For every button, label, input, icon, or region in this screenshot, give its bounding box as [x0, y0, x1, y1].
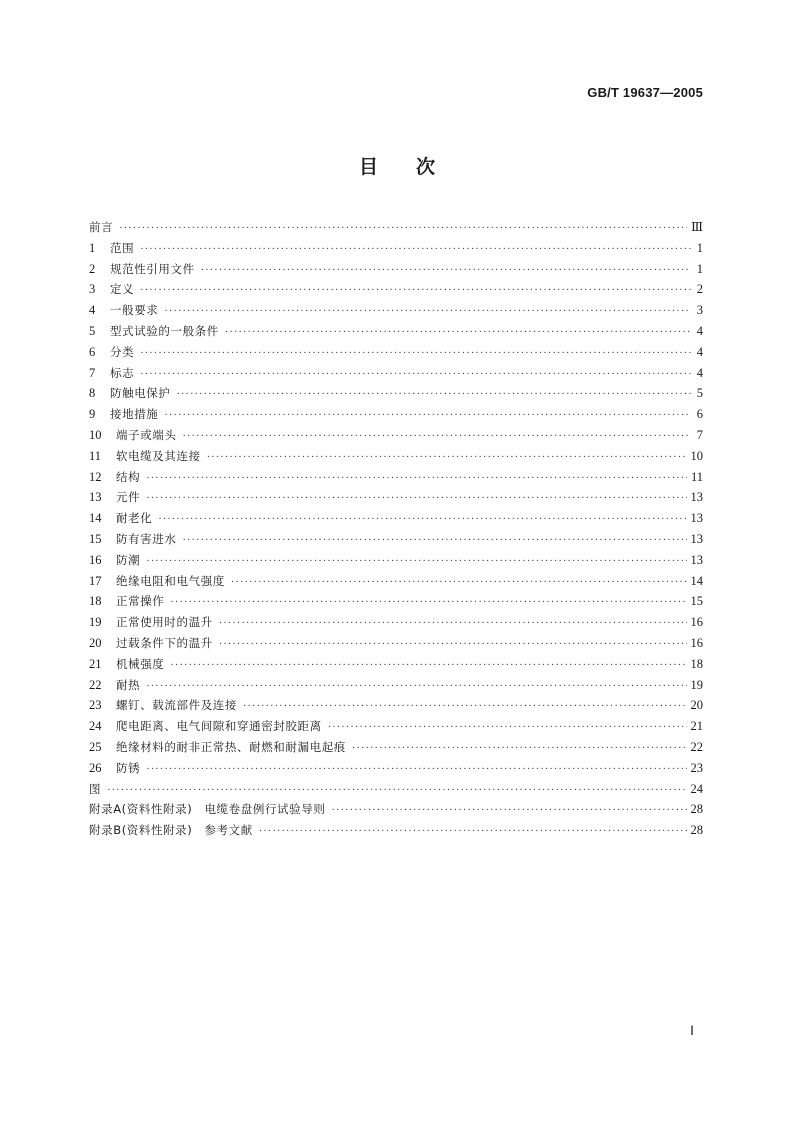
toc-entry-page: 13: [690, 531, 703, 546]
toc-entry-number: 18: [89, 594, 102, 609]
dot-leader: [207, 448, 687, 469]
toc-entry-number: 5: [89, 323, 96, 338]
toc-entry-page: 10: [690, 448, 703, 463]
dot-leader: [170, 593, 686, 614]
toc-entry-number: 9: [89, 407, 96, 422]
toc-entry-number: 25: [89, 739, 102, 754]
dot-leader: [140, 365, 691, 386]
table-of-contents: [89, 217, 703, 841]
toc-entry-title: 前言: [89, 220, 114, 234]
toc-entry[interactable]: [89, 342, 703, 363]
toc-entry[interactable]: [89, 217, 703, 238]
toc-entry-page: 11: [690, 469, 703, 484]
toc-entry-number: 1: [89, 240, 96, 255]
toc-entry-title: 规范性引用文件: [110, 261, 195, 276]
toc-entry-title: 标志: [110, 365, 135, 380]
toc-entry[interactable]: [89, 737, 703, 758]
toc-entry[interactable]: [89, 591, 703, 612]
toc-entry-page: 15: [690, 594, 703, 609]
dot-leader: [107, 781, 686, 802]
toc-entry[interactable]: [89, 467, 703, 488]
toc-entry-number: 11: [89, 448, 102, 463]
toc-entry-page: 21: [690, 719, 703, 734]
dot-leader: [201, 261, 691, 282]
toc-entry[interactable]: [89, 404, 703, 425]
toc-entry-page: 20: [690, 698, 703, 713]
toc-entry-number: 8: [89, 386, 96, 401]
toc-entry-page: 18: [690, 656, 703, 671]
toc-entry-title: 机械强度: [116, 656, 165, 671]
toc-entry-title: 爬电距离、电气间隙和穿通密封胶距离: [116, 719, 322, 734]
page-title: 目次: [358, 156, 473, 178]
dot-leader: [219, 614, 687, 635]
toc-entry-title: 螺钉、载流部件及连接: [116, 698, 237, 713]
toc-entry[interactable]: [89, 529, 703, 550]
toc-entry-number: 16: [89, 552, 102, 567]
toc-entry-title: 附录B(资料性附录) 参考文献: [89, 823, 253, 838]
toc-entry[interactable]: [89, 716, 703, 737]
page-number: Ⅰ: [690, 1023, 694, 1038]
toc-entry-title: 防触电保护: [110, 386, 171, 401]
toc-entry-title: 软电缆及其连接: [116, 448, 201, 463]
toc-entry-page: 5: [696, 386, 703, 401]
toc-entry-title: 耐热: [116, 677, 141, 692]
toc-entry[interactable]: [89, 758, 703, 779]
toc-entry[interactable]: [89, 799, 703, 820]
toc-entry-title: 元件: [116, 490, 141, 505]
dot-leader: [146, 760, 686, 781]
toc-entry-page: 3: [696, 303, 703, 318]
dot-leader: [146, 677, 686, 698]
toc-entry[interactable]: [89, 675, 703, 696]
toc-entry[interactable]: [89, 633, 703, 654]
toc-entry[interactable]: [89, 300, 703, 321]
dot-leader: [331, 801, 686, 822]
dot-leader: [352, 739, 687, 760]
dot-leader: [183, 427, 692, 448]
toc-entry-title: 防潮: [116, 552, 141, 567]
toc-entry[interactable]: [89, 259, 703, 280]
toc-entry[interactable]: [89, 779, 703, 800]
toc-entry-number: 21: [89, 656, 102, 671]
toc-entry-page: 22: [690, 739, 703, 754]
toc-entry[interactable]: [89, 383, 703, 404]
toc-entry-page: Ⅲ: [690, 220, 703, 234]
toc-entry-number: 17: [89, 573, 102, 588]
toc-entry-title: 过载条件下的温升: [116, 635, 213, 650]
standard-number: GB/T 19637—2005: [587, 85, 703, 100]
toc-entry-page: 23: [690, 760, 703, 775]
toc-entry-number: 6: [89, 344, 96, 359]
toc-entry-page: 2: [696, 282, 703, 297]
toc-entry[interactable]: [89, 425, 703, 446]
toc-entry-page: 28: [690, 802, 703, 817]
toc-entry-page: 16: [690, 635, 703, 650]
dot-leader: [140, 240, 691, 261]
toc-entry[interactable]: [89, 363, 703, 384]
toc-entry-number: 15: [89, 531, 102, 546]
toc-entry-title: 附录A(资料性附录) 电缆卷盘例行试验导则: [89, 802, 326, 817]
toc-entry-number: 13: [89, 490, 102, 505]
dot-leader: [158, 510, 686, 531]
toc-entry-number: 20: [89, 635, 102, 650]
toc-entry-title: 正常操作: [116, 594, 165, 609]
toc-entry-number: 12: [89, 469, 102, 484]
toc-entry-title: 防有害进水: [116, 531, 177, 546]
toc-entry[interactable]: [89, 820, 703, 841]
toc-entry-page: 16: [690, 615, 703, 630]
toc-entry[interactable]: [89, 321, 703, 342]
toc-entry-number: 24: [89, 719, 102, 734]
toc-entry[interactable]: [89, 508, 703, 529]
toc-entry-number: 10: [89, 427, 102, 442]
toc-entry-page: 13: [690, 552, 703, 567]
toc-entry-number: 4: [89, 303, 96, 318]
toc-entry-page: 7: [696, 427, 703, 442]
toc-entry-page: 24: [690, 781, 703, 796]
toc-entry-page: 14: [690, 573, 703, 588]
toc-entry-title: 防锈: [116, 760, 141, 775]
dot-leader: [119, 219, 687, 240]
toc-entry[interactable]: [89, 279, 703, 300]
toc-entry-title: 耐老化: [116, 511, 153, 526]
toc-entry-page: 4: [696, 365, 703, 380]
toc-entry[interactable]: [89, 654, 703, 675]
toc-entry[interactable]: [89, 446, 703, 467]
toc-entry-number: 3: [89, 282, 96, 297]
dot-leader: [183, 531, 687, 552]
dot-leader: [177, 385, 692, 406]
toc-entry-title: 接地措施: [110, 407, 159, 422]
toc-entry[interactable]: [89, 695, 703, 716]
toc-entry-title: 绝缘材料的耐非正常热、耐燃和耐漏电起痕: [116, 739, 346, 754]
toc-entry-number: 26: [89, 760, 102, 775]
toc-entry-page: 13: [690, 511, 703, 526]
toc-entry-number: 2: [89, 261, 96, 276]
dot-leader: [219, 635, 687, 656]
toc-entry-page: 28: [690, 823, 703, 838]
toc-entry-page: 6: [696, 407, 703, 422]
toc-entry-title: 范围: [110, 240, 135, 255]
toc-entry[interactable]: [89, 612, 703, 633]
toc-entry-title: 图: [89, 781, 102, 796]
toc-entry-page: 4: [696, 323, 703, 338]
toc-entry[interactable]: [89, 238, 703, 259]
dot-leader: [164, 302, 691, 323]
dot-leader: [243, 697, 687, 718]
toc-entry-page: 1: [696, 261, 703, 276]
dot-leader: [146, 552, 686, 573]
toc-entry-title: 绝缘电阻和电气强度: [116, 573, 225, 588]
toc-entry-number: 23: [89, 698, 102, 713]
toc-entry-number: 22: [89, 677, 102, 692]
toc-entry-title: 型式试验的一般条件: [110, 323, 219, 338]
dot-leader: [164, 406, 691, 427]
toc-entry[interactable]: [89, 571, 703, 592]
toc-entry-title: 分类: [110, 344, 135, 359]
dot-leader: [146, 489, 686, 510]
dot-leader: [231, 573, 687, 594]
dot-leader: [140, 344, 691, 365]
toc-entry-number: 7: [89, 365, 96, 380]
toc-entry-page: 19: [690, 677, 703, 692]
toc-entry-title: 一般要求: [110, 303, 159, 318]
toc-entry-title: 端子或端头: [116, 427, 177, 442]
toc-entry-number: 14: [89, 511, 102, 526]
toc-entry[interactable]: [89, 550, 703, 571]
dot-leader: [225, 323, 691, 344]
dot-leader: [328, 718, 687, 739]
toc-entry-page: 4: [696, 344, 703, 359]
toc-entry-title: 结构: [116, 469, 141, 484]
toc-entry-title: 正常使用时的温升: [116, 615, 213, 630]
toc-entry-number: 19: [89, 615, 102, 630]
toc-entry-page: 13: [690, 490, 703, 505]
dot-leader: [259, 822, 687, 843]
dot-leader: [140, 281, 691, 302]
toc-entry[interactable]: [89, 487, 703, 508]
toc-entry-title: 定义: [110, 282, 135, 297]
toc-entry-page: 1: [696, 240, 703, 255]
dot-leader: [146, 469, 687, 490]
dot-leader: [170, 656, 686, 677]
